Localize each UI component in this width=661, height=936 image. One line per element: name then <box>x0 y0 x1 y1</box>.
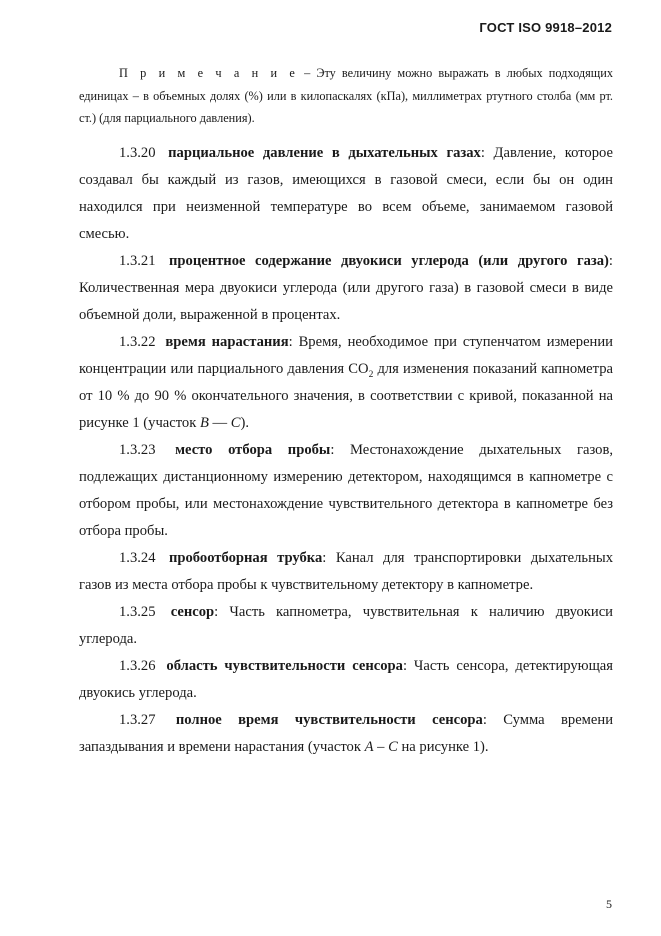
term-title: сенсор <box>170 603 215 620</box>
term-number: 1.3.24 <box>119 549 156 566</box>
term-definition-part: : Сумма времени запаздывания и времени нарастания (участок <box>79 711 614 755</box>
term-title: место отбора пробы <box>175 441 331 458</box>
term-definition: : Часть сенсора, детектирующая двуокись углерода. <box>79 657 613 701</box>
segment-dash: – <box>373 738 389 755</box>
term-title: процентное содержание двуокиси углерода (или другого газа) <box>169 252 609 269</box>
term-definition: : Канал для транспортировки дыхательных газов из места отбора пробы к чувствительному детектору в капнометре. <box>79 549 613 593</box>
term-1-3-26 <box>79 653 613 707</box>
term-1-3-24 <box>79 545 613 599</box>
page-number: 5 <box>606 897 612 911</box>
segment-var-c: C <box>230 414 241 431</box>
term-definition: : Давление, которое создавал бы каждый из газов, имеющихся в газовой смеси, если бы он один находился при неизменной температуре во всем объеме, занимаемом газовой смесью. <box>79 144 613 242</box>
term-definition: : Часть капнометра, чувствительная к наличию двуокиси углерода. <box>79 603 613 647</box>
term-number: 1.3.23 <box>119 441 156 458</box>
subscript-2: 2 <box>368 369 374 380</box>
term-title: полное время чувствительности сенсора <box>175 711 483 728</box>
term-definition-part: : Время, необходимое при ступенчатом измерении концентрации или парциального давления CO <box>79 333 613 377</box>
term-definition-part: на рисунке 1). <box>397 738 489 755</box>
term-1-3-23 <box>79 437 613 545</box>
note-label: П р и м е ч а н и е <box>119 66 298 80</box>
term-number: 1.3.22 <box>119 333 156 350</box>
document-code-header: ГОСТ ISO 9918–2012 <box>479 20 612 35</box>
term-1-3-27 <box>79 707 613 761</box>
term-number: 1.3.20 <box>119 144 156 161</box>
note-paragraph <box>79 62 613 130</box>
term-1-3-20 <box>79 140 613 248</box>
term-title: парциальное давление в дыхательных газах <box>168 144 481 161</box>
term-title: область чувствительности сенсора <box>166 657 403 674</box>
note-text: – Эту величину можно выражать в любых подходящих единицах – в объемных долях (%) или в килопаскалях (кПа), миллиметрах ртутного столба (мм рт. ст.) (для парциального давления). <box>79 66 613 125</box>
term-definition-part: для изменения показаний капнометра от 10 % до 90 % окончательного значения, в соответствии с кривой, показанной на рисунке 1 (участок <box>79 360 613 431</box>
segment-dash: — <box>208 414 231 431</box>
term-title: пробоотборная трубка <box>168 549 323 566</box>
term-definition-part: ). <box>240 414 250 431</box>
document-body <box>79 62 613 761</box>
term-definition: : Местонахождение дыхательных газов, подлежащих дистанционному измерению детектором, находящимся в капнометре с отбором пробы, или местонахождение чувствительного детектора в капнометре без отбора пробы. <box>79 441 613 539</box>
term-1-3-21 <box>79 248 613 329</box>
term-number: 1.3.25 <box>119 603 156 620</box>
segment-var-b: B <box>199 414 209 431</box>
segment-var-a: A <box>364 738 374 755</box>
term-number: 1.3.21 <box>119 252 156 269</box>
term-number: 1.3.27 <box>119 711 156 728</box>
term-number: 1.3.26 <box>119 657 156 674</box>
term-1-3-22 <box>79 329 613 437</box>
term-title: время нарастания <box>165 333 289 350</box>
segment-var-c: C <box>388 738 398 755</box>
term-definition: : Количественная мера двуокиси углерода (или другого газа) в газовой смеси в виде объемной доли, выраженной в процентах. <box>79 252 613 323</box>
term-1-3-25 <box>79 599 613 653</box>
